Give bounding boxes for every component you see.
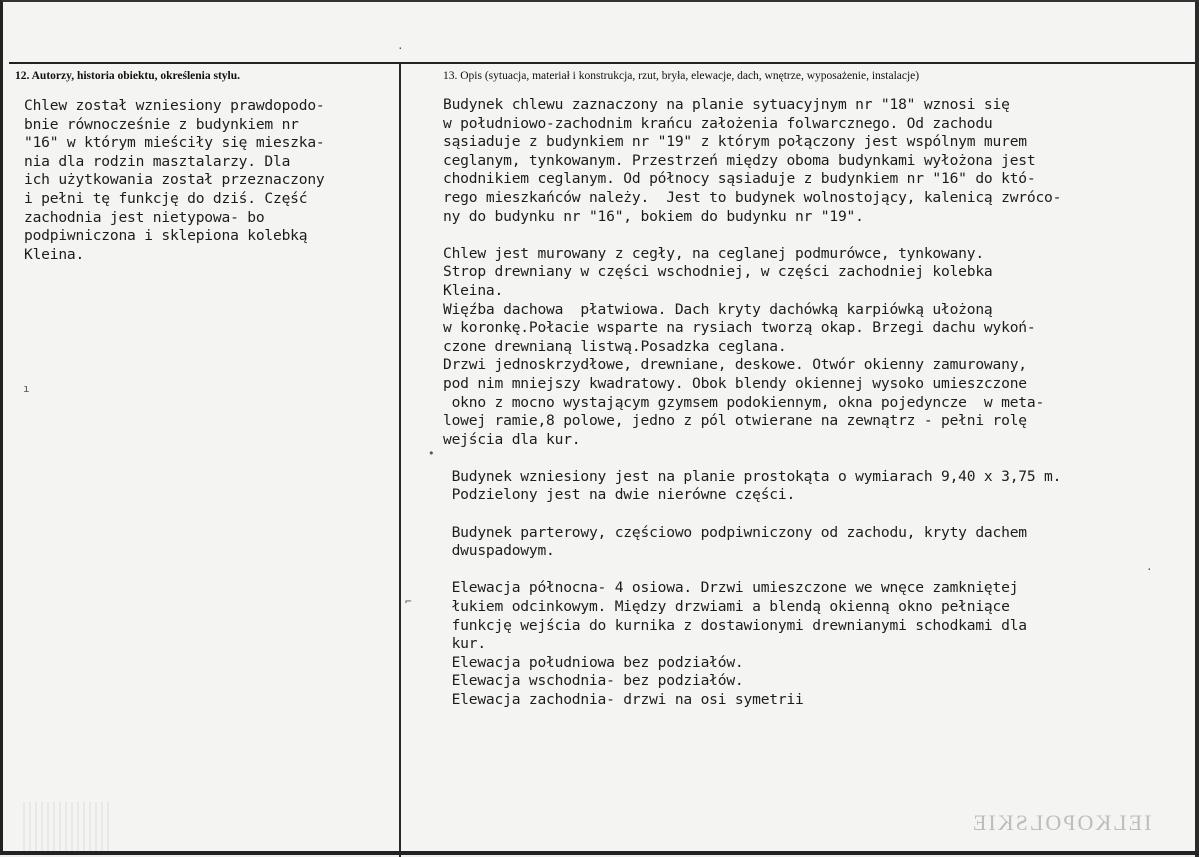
scan-mark: · xyxy=(1146,563,1153,576)
section-12-heading: 12. Autorzy, historia obiektu, określenia stylu. xyxy=(15,70,241,82)
section-13-heading: 13. Opis (sytuacja, materiał i konstrukcja, rzut, bryła, elewacje, dach, wnętrze, wyposażenie, instalacje) xyxy=(443,70,920,82)
text-line: Strop drewniany w części wschodniej, w części zachodniej kolebka xyxy=(443,263,993,281)
text-line: Kleina. xyxy=(443,281,504,299)
text-line: chodnikiem ceglanym. Od północy sąsiaduje z budynkiem nr "16" do któ- xyxy=(443,170,1036,188)
text-line: Elewacja południowa bez podziałów. xyxy=(443,653,744,671)
text-line xyxy=(443,505,1061,524)
section-13-body xyxy=(443,96,1061,710)
text-line: bnie równocześnie z budynkiem nr xyxy=(24,115,299,133)
text-line: ny do budynku nr "16", bokiem do budynku nr "19". xyxy=(443,207,864,225)
text-line: Drzwi jednoskrzydłowe, drewniane, deskowe. Otwór okienny zamurowany, xyxy=(443,356,1027,374)
text-line: lowej ramie,8 polowe, jedno z pól otwierane na zewnątrz - pełni rolę xyxy=(443,412,1027,430)
text-line: łukiem odcinkowym. Między drzwiami a blendą okienną okno pełniące xyxy=(443,598,1010,616)
text-line xyxy=(443,561,1061,580)
text-line: Budynek parterowy, częściowo podpiwniczony od zachodu, kryty dachem xyxy=(443,523,1027,541)
text-line: Kleina. xyxy=(24,245,85,263)
text-line: rego mieszkańców należy. Jest to budynek wolnostojący, kalenicą zwróco- xyxy=(443,188,1062,206)
text-line: Podzielony jest na dwie nierówne części. xyxy=(443,486,796,504)
text-line: Chlew jest murowany z cegły, na ceglanej podmurówce, tynkowany. xyxy=(443,244,984,262)
right-edge xyxy=(1195,2,1199,857)
top-rule xyxy=(9,62,1195,64)
column-divider xyxy=(399,64,401,857)
text-line: i pełni tę funkcję do dziś. Część xyxy=(24,189,308,207)
text-line: dwuspadowym. xyxy=(443,542,555,560)
text-line: nia dla rodzin masztalarzy. Dla xyxy=(24,152,291,170)
text-line: Budynek chlewu zaznaczony na planie sytuacyjnym nr "18" wznosi się xyxy=(443,96,1010,113)
scan-mark: ı xyxy=(23,382,30,395)
text-line: w południowo-zachodnim krańcu założenia folwarcznego. Od zachodu xyxy=(443,114,993,132)
text-line: pod nim mniejszy kwadratowy. Obok blendy okiennej wysoko umieszczone xyxy=(443,374,1027,392)
text-line: funkcję wejścia do kurnika z dostawionymi drewnianymi schodkami dla xyxy=(443,616,1027,634)
text-line: "16" w którym mieściły się mieszka- xyxy=(24,134,325,152)
text-line: okno z mocno wystającym gzymsem podokiennym, okna pojedyncze w meta- xyxy=(443,393,1045,411)
text-line: Elewacja zachodnia- drzwi na osi symetrii xyxy=(443,691,804,708)
text-line: Więźba dachowa płatwiowa. Dach kryty dachówką karpiówką ułożoną xyxy=(443,300,993,318)
bleed-through-stamp: IELKOPOLSKIE xyxy=(971,810,1152,835)
text-line: sąsiaduje z budynkiem nr "19" z którym połączony jest wspólnym murem xyxy=(443,133,1027,151)
scan-smudge xyxy=(23,802,113,852)
scan-mark: • xyxy=(428,447,435,460)
scan-mark: · xyxy=(397,42,404,55)
text-line: wejścia dla kur. xyxy=(443,430,581,448)
text-line: podpiwniczona i sklepiona kolebką xyxy=(24,227,308,245)
text-line: w koronkę.Połacie wsparte na rysiach tworzą okap. Brzegi dachu wykoń- xyxy=(443,319,1036,337)
text-line xyxy=(443,226,1061,245)
text-line: czone drewnianą listwą.Posadzka ceglana. xyxy=(443,337,787,355)
bottom-edge xyxy=(3,851,1199,855)
text-line: kur. xyxy=(443,635,486,653)
text-line: Elewacja północna- 4 osiowa. Drzwi umieszczone we wnęce zamkniętej xyxy=(443,579,1019,597)
text-line xyxy=(443,449,1061,468)
text-line: ich użytkowania został przeznaczony xyxy=(24,171,325,189)
text-line: ceglanym, tynkowanym. Przestrzeń między oboma budynkami wyłożona jest xyxy=(443,151,1036,169)
scan-mark: ⌐ xyxy=(405,595,412,608)
text-line: Elewacja wschodnia- bez podziałów. xyxy=(443,672,744,690)
text-line: zachodnia jest nietypowa- bo xyxy=(24,208,265,226)
text-line: Budynek wzniesiony jest na planie prostokąta o wymiarach 9,40 x 3,75 m. xyxy=(443,467,1062,485)
text-line: Chlew został wzniesiony prawdopodo- xyxy=(24,97,325,114)
section-12-body xyxy=(24,97,325,264)
